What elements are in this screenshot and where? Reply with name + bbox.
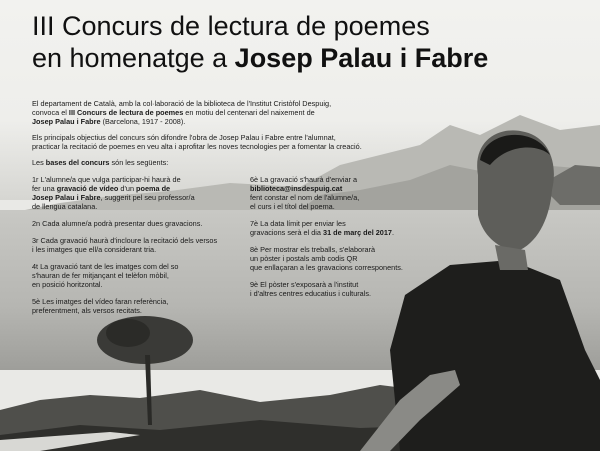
title-line-2-prefix: en homenatge a (32, 43, 235, 73)
rule-4-line-2: s'hauran de fer mitjançant el telèfon mòbil, (32, 271, 169, 280)
rule-1-poem: poema de (136, 184, 171, 193)
intro-p2-line-2: practicar la recitació de poemes en veu alta i aprofitar les noves tecnologies per a fomentar la creació. (32, 142, 362, 151)
rule-6-line-4: el curs i el títol del poema. (250, 202, 335, 211)
intro-p1-line-1: El departament de Català, amb la col·laboració de la biblioteca de l'Institut Cristòfol Despuig, (32, 99, 332, 108)
rule-1-poet: Josep Palau i Fabre (32, 193, 101, 202)
rule-3-line-2: i les imatges que ell/a considerant tria. (32, 245, 157, 254)
intro-paragraph-1 (32, 99, 331, 126)
rule-1 (32, 175, 195, 211)
rule-9-line-1: 9è El pòster s'exposarà a l'institut (250, 280, 359, 289)
intro-p1-line-2-c: en motiu del centenari del naixement de (183, 108, 315, 117)
photo-pine-tree (90, 305, 200, 425)
rule-4-line-1: 4t La gravació tant de les imatges com del so (32, 262, 179, 271)
rule-4 (32, 262, 178, 289)
rule-1-line-2-c: d'un (118, 184, 137, 193)
intro-p1-contest-name: III Concurs de lectura de poemes (68, 108, 184, 117)
rule-1-video: gravació de vídeo (56, 184, 119, 193)
intro-paragraph-3 (32, 158, 168, 167)
intro-p1-line-2-a: convoca el (32, 108, 69, 117)
rule-6-line-3: fent constar el nom de l'alumne/a, (250, 193, 360, 202)
rule-4-line-3: en posició horitzontal. (32, 280, 103, 289)
intro-p1-dates: (Barcelona, 1917 - 2008). (100, 117, 186, 126)
photo-man-portrait (360, 120, 600, 451)
rule-5 (32, 297, 168, 315)
intro-p1-poet-name: Josep Palau i Fabre (32, 117, 101, 126)
rule-7 (250, 219, 394, 237)
rule-9-line-2: i d'altres centres educatius i culturals. (250, 289, 372, 298)
rule-6 (250, 175, 359, 211)
rule-3 (32, 236, 217, 254)
rule-1-line-2-a: fer una (32, 184, 57, 193)
rule-8-line-1: 8è Per mostrar els treballs, s'elaborarà (250, 245, 376, 254)
rule-2-line-1: 2n Cada alumne/a podrà presentar dues gravacions. (32, 219, 203, 228)
rule-7-line-1: 7è La data límit per enviar les (250, 219, 346, 228)
rule-1-line-4: de llengua catalana. (32, 202, 98, 211)
rule-7-deadline: 31 de març del 2017 (323, 228, 392, 237)
rule-1-line-3-b: , suggerit pel seu professor/a (100, 193, 195, 202)
title-line-1: III Concurs de lectura de poemes (32, 11, 430, 41)
intro-p3-bases: bases del concurs (45, 158, 110, 167)
rule-9 (250, 280, 371, 298)
intro-p2-line-1: Els principals objectius del concurs són difondre l'obra de Josep Palau i Fabre entre l'alumnat, (32, 133, 336, 142)
rule-8-line-2: un pòster i postals amb codis QR (250, 254, 358, 263)
title-line-2-name: Josep Palau i Fabre (234, 43, 489, 73)
rule-8 (250, 245, 403, 272)
rule-6-line-1: 6è La gravació s'haurà d'enviar a (250, 175, 358, 184)
rule-5-line-2: preferentment, als versos recitats. (32, 306, 142, 315)
rule-5-line-1: 5è Les imatges del vídeo faran referència, (32, 297, 169, 306)
poster-title (32, 10, 488, 74)
rule-8-line-3: que enllaçaran a les gravacions corresponents. (250, 263, 403, 272)
rule-7-line-2-a: gravacions serà el dia (250, 228, 324, 237)
intro-p3-a: Les (32, 158, 46, 167)
rule-2 (32, 219, 202, 228)
intro-p3-c: són les següents: (109, 158, 169, 167)
intro-paragraph-2 (32, 133, 362, 151)
rule-7-period: . (391, 228, 395, 237)
rule-6-email: biblioteca@insdespuig.cat (250, 184, 343, 193)
rule-3-line-1: 3r Cada gravació haurà d'incloure la recitació dels versos (32, 236, 218, 245)
rule-1-line-1: 1r L'alumne/a que vulga participar-hi haurà de (32, 175, 181, 184)
